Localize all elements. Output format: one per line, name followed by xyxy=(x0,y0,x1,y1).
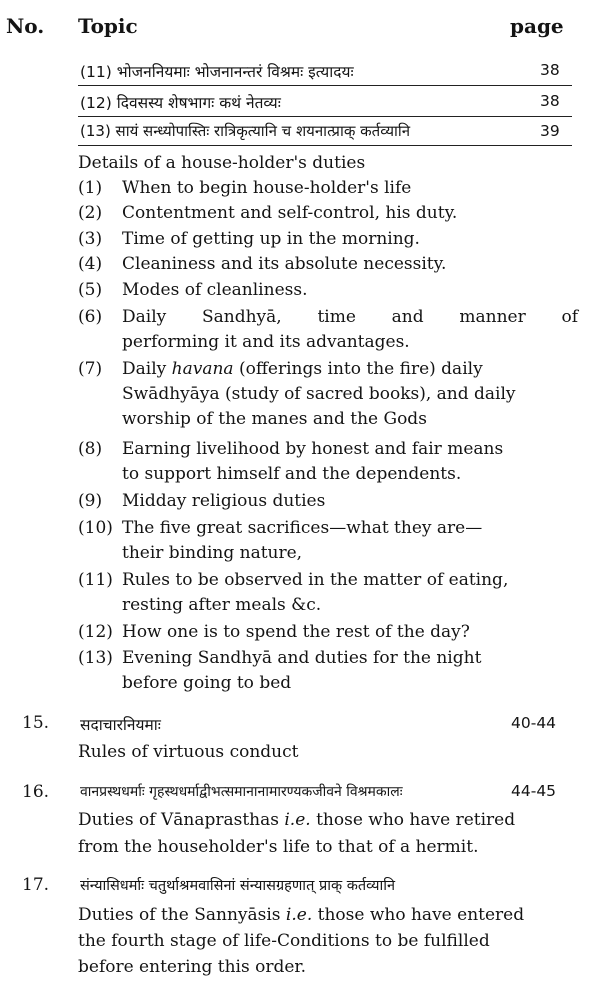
detail-number: (3) xyxy=(78,229,103,249)
detail-number: (7) xyxy=(78,359,103,379)
sub-item-12-page: 38 xyxy=(540,92,560,110)
divider xyxy=(78,85,572,86)
detail-text: The five great sacrifices—what they are— xyxy=(122,518,483,538)
header-page: page xyxy=(510,14,564,38)
detail-item xyxy=(78,227,578,252)
detail-text: Contentment and self-control, his duty. xyxy=(122,203,458,223)
section-sanskrit-title: वानप्रस्थधर्माः गृहस्थधर्माद्वीभत्समानानामारण्यकजीवने विश्रमकालः xyxy=(80,784,403,800)
section-english: the fourth stage of life-Conditions to be fulfilled xyxy=(78,931,490,951)
detail-item xyxy=(78,278,578,303)
detail-text: Daily havana (offerings into the fire) daily xyxy=(122,359,483,379)
detail-item xyxy=(78,568,578,618)
sub-item-11-label: (11) भोजननियमाः भोजनानन्तरं विश्रमः इत्यादयः xyxy=(80,63,354,81)
section-english: before entering this order. xyxy=(78,957,307,977)
section-english: from the householder's life to that of a hermit. xyxy=(78,837,479,857)
detail-text: to support himself and the dependents. xyxy=(122,464,462,484)
detail-text: Modes of cleanliness. xyxy=(122,280,308,300)
sub-item-13-label: (13) सायं सन्ध्योपास्तिः रात्रिकृत्यानि च शयनात्प्राक् कर्तव्यानि xyxy=(80,122,411,140)
detail-text: Daily Sandhyā, time and manner of xyxy=(122,307,578,327)
detail-item xyxy=(78,646,578,696)
section-page: 40-44 xyxy=(511,714,557,732)
divider xyxy=(78,116,572,117)
details-heading: Details of a house-holder's duties xyxy=(78,153,366,173)
detail-number: (13) xyxy=(78,648,113,668)
detail-text: When to begin house-holder's life xyxy=(122,178,412,198)
detail-text: How one is to spend the rest of the day? xyxy=(122,622,470,642)
detail-text: Swādhyāya (study of sacred books), and daily xyxy=(122,384,516,404)
detail-item xyxy=(78,252,578,277)
detail-number: (6) xyxy=(78,307,103,327)
detail-number: (11) xyxy=(78,570,113,590)
section-number: 16. xyxy=(22,782,50,802)
header-no: No. xyxy=(6,14,45,38)
detail-text: Evening Sandhyā and duties for the night xyxy=(122,648,482,668)
detail-number: (2) xyxy=(78,203,103,223)
detail-text: Earning livelihood by honest and fair means xyxy=(122,439,504,459)
detail-text: Cleaniness and its absolute necessity. xyxy=(122,254,447,274)
detail-number: (9) xyxy=(78,491,103,511)
detail-item xyxy=(78,516,578,566)
sub-item-11-page: 38 xyxy=(540,61,560,79)
section-english: Rules of virtuous conduct xyxy=(78,742,299,762)
section-sanskrit-title: सदाचारनियमाः xyxy=(80,716,161,734)
sub-item-13-page: 39 xyxy=(540,122,560,140)
detail-text: resting after meals &c. xyxy=(122,595,322,615)
detail-item xyxy=(78,437,578,487)
detail-item xyxy=(78,357,578,432)
detail-text: performing it and its advantages. xyxy=(122,332,410,352)
detail-item xyxy=(78,489,578,514)
section-sanskrit-title: संन्यासिधर्माः चतुर्थाश्रमवासिनां संन्यासग्रहणात् प्राक् कर्तव्यानि xyxy=(80,878,396,894)
detail-item xyxy=(78,620,578,645)
detail-text: Time of getting up in the morning. xyxy=(122,229,420,249)
detail-text: Midday religious duties xyxy=(122,491,326,511)
detail-item xyxy=(78,201,578,226)
sub-item-12-label: (12) दिवसस्य शेषभागः कथं नेतव्यः xyxy=(80,94,281,112)
section-page: 44-45 xyxy=(511,782,557,800)
detail-number: (1) xyxy=(78,178,103,198)
header-topic: Topic xyxy=(78,14,138,38)
detail-number: (10) xyxy=(78,518,113,538)
detail-item xyxy=(78,176,578,201)
detail-text: their binding nature, xyxy=(122,543,303,563)
section-number: 17. xyxy=(22,875,50,895)
detail-number: (12) xyxy=(78,622,113,642)
detail-number: (5) xyxy=(78,280,103,300)
section-number: 15. xyxy=(22,713,50,733)
divider xyxy=(78,145,572,146)
detail-item xyxy=(78,305,578,355)
section-english: Duties of Vānaprasthas i.e. those who have retired xyxy=(78,810,516,830)
detail-text: before going to bed xyxy=(122,673,292,693)
detail-number: (8) xyxy=(78,439,103,459)
section-english: Duties of the Sannyāsis i.e. those who have entered xyxy=(78,905,525,925)
detail-text: worship of the manes and the Gods xyxy=(122,409,427,429)
detail-text: Rules to be observed in the matter of eating, xyxy=(122,570,509,590)
detail-number: (4) xyxy=(78,254,103,274)
